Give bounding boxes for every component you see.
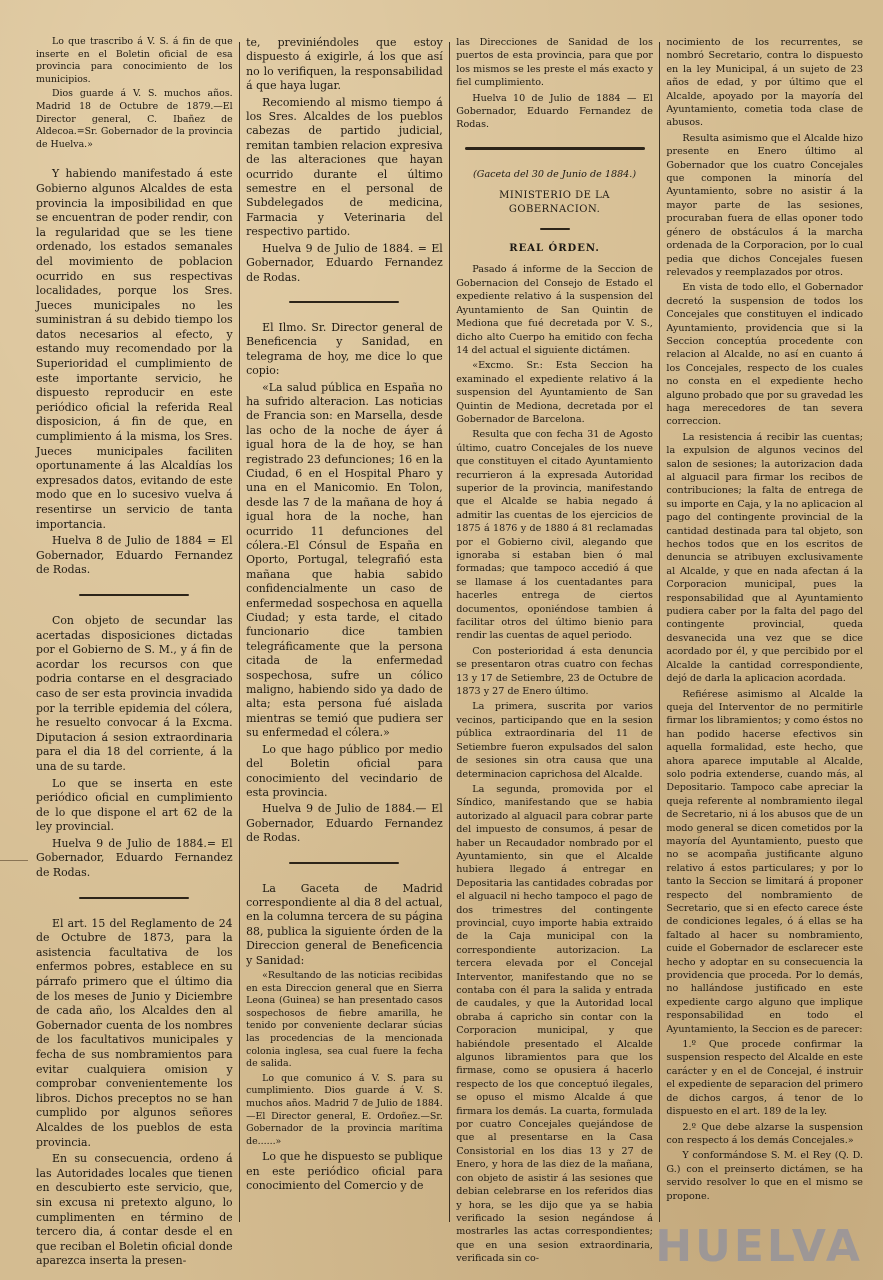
- gazette-reference: (Gaceta del 30 de Junio de 1884.): [473, 168, 637, 180]
- paragraph: El art. 15 del Reglamento de 24 de Octubre de 1873, para la asistencia facultativa de los enfermos pobres, establece en su párrafo primero que el último dia de los meses de Junio y Diciembre de cada año, los Alcaldes den al Gobernador cuenta de los nombres de los facultativos municipales y fecha de sus nombramientos para evitar cualquiera omision y comprobar convenientemente los libros. Dichos preceptos no se han cumplido por algunos señores Alcaldes de los pueblos de esta provincia.: [36, 916, 233, 1149]
- column-2: [240, 36, 449, 1236]
- column-1: [30, 36, 239, 1268]
- paragraph: Resulta asimismo que el Alcalde hizo presente en Enero último al Gobernador que los cuatro Concejales que componen la minoría del Ayuntamiento, sobre no asistir á la mayor parte de las sesiones, procuraban fuera de ellas oponer todo género de obstáculos á la marcha ordenada de la Corporacion, por lo cual pedia que dichos Concejales fuesen relevados y reemplazados por otros.: [666, 132, 863, 278]
- paragraph: 2.º Que debe alzarse la suspension con respecto á los demás Concejales.»: [666, 1121, 863, 1146]
- paragraph: «La salud pública en España no ha sufrido alteracion. Las noticias de Francia son: en Marsella, desde las ocho de la noche de áyer á igual hora de la de hoy, se han registrado 23 defunciones; 16 en la Ciudad, 6 en el Hospital Pharo y una en el Manicomio. En Tolon, desde las 7 de la mañana de hoy á igual hora de la noche, han ocurrido 11 defunciones del cólera.-El Cónsul de España en Oporto, Portugal, telegrafió esta mañana que habia sabido confidencialmente un caso de enfermedad sospechosa en aquella Ciudad; y esta tarde, el citado funcionario dice tambien telegráficamente que la persona citada de la enfermedad sospechosa, sufre un cólico maligno, habiendo sido ya dado de alta; esta persona fué aislada mientras se temió que pudiera ser su enfermedad el cólera.»: [246, 380, 443, 740]
- paragraph: nocimiento de los recurrentes, se nombró Secretario, contra lo dispuesto en la ley Municipal, á un sujeto de 23 años de edad, y por último que el Alcalde, apoyado por la mayoría del Ayuntamiento, cometia toda clase de abusos.: [666, 37, 863, 129]
- paragraph: Resulta que con fecha 31 de Agosto último, cuatro Concejales de los nueve que constituyen el citado Ayuntamiento recurrieron á la expresada Autoridad superior de la provincia, manifestando que el Alcalde se habia negado á admitir las cuentas de los ejercicios de 1875 á 1876 y de 1880 á 81 reclamadas por el Gobierno civil, alegando que ignoraba si estaban bien ó mal formadas; que tampoco accedió á que se llamase á los cuentadantes para hacerles entrega de ciertos documentos, oponiéndose tambien á facilitar otros del último bienio para rendir las cuentas de aquel periodo.: [456, 429, 653, 642]
- section-heading: MINISTERIO DE LA GOBERNACION.: [499, 190, 611, 215]
- margin-mark: [0, 860, 28, 901]
- paragraph: Refiérese asimismo al Alcalde la queja del Interventor de no permitirle firmar los libramientos; y como éstos no han podido hacerse efectivos sin aquella formalidad, este hecho, que ahora aparece imputable al Alcalde, solo podria extenderse, cuando más, al Depositario. Tampoco cabe apreciar la queja referente al nombramiento ilegal de Secretario, ni á los abusos que de un modo general se dicen cometidos por la mayoría del Ayuntamiento, puesto que no se acompaña justificante alguno relativo á estos particulares; y por lo tanto la Seccion se limitará á proponer respecto del nombramiento de Secretario, que si en efecto carece éste de condiciones legales, ó á ellas se ha faltado al hacer su nombramiento, cuide el Gobernador de esclarecer este hecho y adoptar en su consecuencia la providencia que proceda. Por lo demás, no hallándose justificado en este expediente cargo alguno que implique responsabilidad en todo el Ayuntamiento, la Seccion es de parecer:: [666, 688, 863, 1035]
- paragraph: las Direcciones de Sanidad de los puertos de esta provincia, para que por los mismos se les preste el más exacto y fiel cumplimiento.: [456, 37, 653, 89]
- paragraph: Lo que he dispuesto se publique en este periódico oficial para conocimiento del Comercio y de: [246, 1150, 443, 1193]
- paragraph: Y habiendo manifestado á este Gobierno algunos Alcaldes de esta provincia la imposibilidad en que se encuentran de poder rendir, con la regularidad que se les tiene ordenado, los estados semanales del movimiento de poblacion ocurrido en sus respectivas localidades, porque los Sres. Jueces municipales no les suministran á su debido tiempo los datos necesarios al efecto, y estando muy recomendado por la Superioridad el cumplimiento de este importante servicio, he dispuesto reproducir en este periódico oficial la referida Real disposicion, á fin de que, en cumplimiento á la misma, los Sres. Jueces municipales faciliten oportunamente á las Alcaldías los expresados datos, evitando de este modo que en lo sucesivo vuelva á resentirse un servicio de tanta importancia.: [36, 167, 233, 531]
- paragraph: La primera, suscrita por varios vecinos, participando que en la sesion pública extraordinaria del 11 de Setiembre fueron expulsados del salon de sesiones sin otra causa que una determinacion caprichosa del Alcalde.: [456, 701, 653, 780]
- archive-watermark: HUELVA: [655, 1221, 863, 1272]
- separator: [465, 144, 645, 154]
- paragraph: En vista de todo ello, el Gobernador decretó la suspension de todos los Concejales que constituyen el indicado Ayuntamiento, providencia que si la Seccion conceptúa procedente con relacion al Alcalde, no así en cuanto á los Concejales, respecto de los cuales no consta en el expediente hecho alguno probado que por su gravedad les haga merecedores de tan severa correccion.: [666, 282, 863, 428]
- paragraph: La segunda, promovida por el Síndico, manifestando que se habia autorizado al alguacil para cobrar parte del impuesto de consumos, á pesar de haber un Recaudador nombrado por el Ayuntamiento, sin que el Alcalde hubiera llegado á entregar en Depositaria las cantidades cobradas por el alguacil ni hecho tampoco el pago de dos trimestres del contingente provincial, cuyo importe habia extraido de la Caja municipal con la correspondiente autorizacion. La tercera elevada por el Concejal Interventor, manifestando que no se contaba con él para la salida y entrada de caudales, y que la Autoridad local obraba á capricho sin contar con la Corporacion municipal, y que habiéndole presentado el Alcalde algunos libramientos para que los firmase, como se opusiera á hacerlo respecto de los que conceptuó ilegales, se opuso el mismo Alcalde á que firmara los demás. La cuarta, formulada por cuatro Concejales quejándose de que al presentarse en la Casa Consistorial en los dias 13 y 27 de Enero, y hora de las diez de la mañana, con objeto de asistir á las sesiones que debian celebrarse en los referidos dias y hora, se les dijo que ya se habia verificado la sesion negándose á mostrarles las actas correspondientes; que en una sesion extraordinaria, verificada sin co-: [456, 783, 653, 1265]
- separator: [540, 224, 570, 234]
- separator: [79, 590, 189, 600]
- signature: Huelva 9 de Julio de 1884.= El Gobernador, Eduardo Fernandez de Rodas.: [36, 836, 233, 880]
- paragraph: Recomiendo al mismo tiempo á los Sres. Alcaldes de los pueblos cabezas de partido judicial, remitan tambien relacion expresiva de las alteraciones que hayan ocurrido durante el último semestre en el personal de Subdelegados de medicina, Farmacia y Veterinaria del respectivo partido.: [246, 95, 443, 239]
- signature: Huelva 10 de Julio de 1884 — El Gobernador, Eduardo Fernandez de Rodas.: [456, 92, 653, 131]
- paragraph: Lo que comunico á V. S. para su cumplimiento. Dios guarde á V. S. muchos años. Madrid 7 de Julio de 1884.—El Director general, E. Ordoñez.—Sr. Gobernador de la provincia marítima de......»: [246, 1072, 443, 1147]
- separator: [289, 297, 399, 307]
- paragraph: Lo que se inserta en este periódico oficial en cumplimiento de lo que dispone el art 62 de la ley provincial.: [36, 776, 233, 834]
- columns: [30, 36, 869, 1268]
- paragraph: Lo que hago público por medio del Boletin oficial para conocimiento del vecindario de esta provincia.: [246, 742, 443, 799]
- paragraph: Dios guarde á V. S. muchos años. Madrid 18 de Octubre de 1879.—El Director general, C. Ibañez de Aldecoa.=Sr. Gobernador de la provincia de Huelva.»: [36, 88, 233, 150]
- paragraph: 1.º Que procede confirmar la suspension respecto del Alcalde en este carácter y en el de Concejal, é instruir el expediente de separacion del primero de dichos cargos, á tenor de lo dispuesto en el art. 189 de la ley.: [666, 1039, 863, 1118]
- paragraph: Lo que trascribo á V. S. á fin de que inserte en el Boletin oficial de esa provincia para conocimiento de los municipios.: [36, 36, 233, 85]
- section-title: REAL ÓRDEN.: [509, 243, 600, 255]
- paragraph: «Resultando de las noticias recibidas en esta Direccion general que en Sierra Leona (Guinea) se han presentado casos sospechosos de fiebre amarilla, he tenido por conveniente declarar súcias las procedencias de la mencionada colonia inglesa, sea cual fuere la fecha de salida.: [246, 969, 443, 1070]
- paragraph: «Excmo. Sr.: Esta Seccion ha examinado el expediente relativo á la suspension del Ayuntamiento de San Quintin de Mediona, decretada por el Gobernador de Barcelona.: [456, 360, 653, 425]
- paragraph: En su consecuencia, ordeno á las Autoridades locales que tienen en descubierto este servicio, que, sin excusa ni pretexto alguno, lo cumplimenten en término de tercero dia, á contar desde el en que reciban el Boletin oficial donde aparezca inserta la presen-: [36, 1152, 233, 1268]
- column-3: [450, 36, 659, 1265]
- signature: Huelva 8 de Julio de 1884 = El Gobernador, Eduardo Fernandez de Rodas.: [36, 534, 233, 577]
- paragraph: El Ilmo. Sr. Director general de Beneficencia y Sanidad, en telegrama de hoy, me dice lo que copio:: [246, 320, 443, 378]
- paragraph: La Gaceta de Madrid correspondiente al dia 8 del actual, en la columna tercera de su página 88, publica la siguiente órden de la Direccion general de Beneficencia y Sanidad:: [246, 881, 443, 967]
- paragraph: te, previniéndoles que estoy dispuesto á exigirle, á los que así no lo verifiquen, la responsabilidad á que haya lugar.: [246, 36, 443, 93]
- separator: [79, 893, 189, 903]
- signature: Huelva 9 de Julio de 1884.— El Gobernador, Eduardo Fernandez de Rodas.: [246, 802, 443, 845]
- paragraph: Pasado á informe de la Seccion de Gobernacion del Consejo de Estado el expediente relativo á la suspension del Ayuntamiento de San Quintin de Mediona que fué decretada por V. S., dicho alto Cuerpo ha emitido con fecha 14 del actual el siguiente dictámen.: [456, 264, 653, 356]
- paragraph: Con objeto de secundar las acertadas disposiciones dictadas por el Gobierno de S. M., y á fin de acordar los recursos con que podria contarse en el desgraciado caso de ser esta provincia invadida por la terrible epidemia del cólera, he resuelto convocar á la Excma. Diputacion á sesion extraordinaria para el dia 18 del corriente, á la una de su tarde.: [36, 613, 233, 773]
- paragraph: Con posterioridad á esta denuncia se presentaron otras cuatro con fechas 13 y 17 de Setiembre, 23 de Octubre de 1873 y 27 de Enero último.: [456, 645, 653, 698]
- paragraph: Y conformándose S. M. el Rey (Q. D. G.) con el preinserto dictámen, se ha servido resolver lo que en el mismo se propone.: [666, 1150, 863, 1202]
- signature: Huelva 9 de Julio de 1884. = El Gobernador, Eduardo Fernandez de Rodas.: [246, 241, 443, 284]
- separator: [289, 858, 399, 868]
- paragraph: La resistencia á recibir las cuentas; la expulsion de algunos vecinos del salon de sesiones; la autorizacion dada al alguacil para firmar los recibos de contribuciones; la falta de entrega de su importe en Caja, y la no aplicacion al pago del contingente provincial de la cantidad destinada para tal objeto, son hechos todos que en los escritos de denuncia se atribuyen exclusivamente al Alcalde, y que en nada afectan á la Corporacion municipal, pues la responsabilidad que al Ayuntamiento pudiera caber por la falta del pago del contingente provincial, queda desvanecida una vez que se dice acordado por él, y que percibido por el Alcalde la cantidad correspondiente, dejó de darla la aplicacion acordada.: [666, 431, 863, 685]
- column-4: [660, 36, 869, 1236]
